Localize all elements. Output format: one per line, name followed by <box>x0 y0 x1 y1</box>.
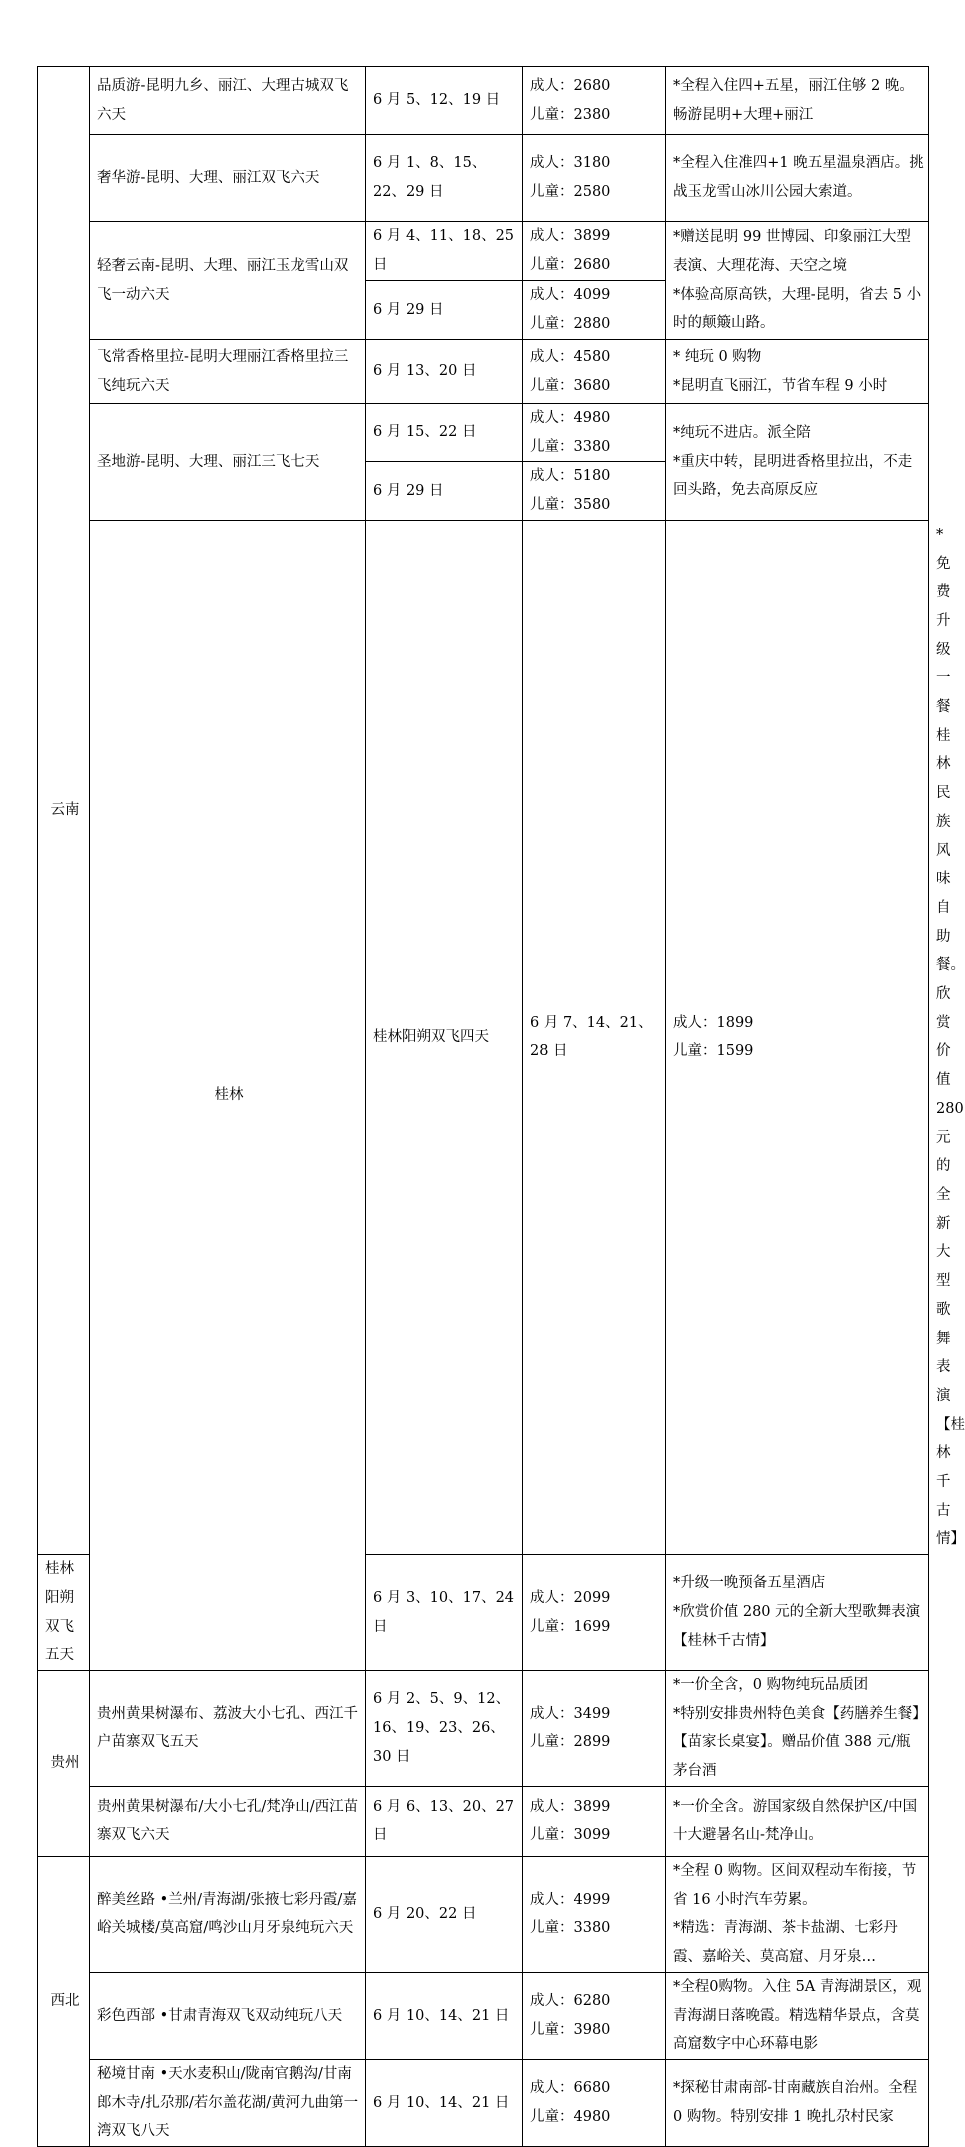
highlights-cell <box>666 1670 929 1786</box>
table-row <box>38 135 929 222</box>
highlight-text: *体验高原高铁，大理-昆明，省去 5 小时的颠簸山路。 <box>673 286 922 332</box>
adult-price: 成人：4099 <box>530 287 611 304</box>
price-cell <box>666 520 929 1554</box>
highlights-cell <box>666 135 929 222</box>
child-price: 儿童：1599 <box>673 1043 754 1060</box>
child-price: 儿童：2680 <box>530 257 611 273</box>
highlights-cell <box>666 1786 929 1856</box>
departure-dates: 6 月 2、5、9、12、16、19、23、26、30 日 <box>366 1670 523 1786</box>
highlights-cell <box>666 1972 929 2059</box>
child-price: 儿童：2580 <box>530 184 611 200</box>
price-cell <box>523 135 666 222</box>
highlights-cell <box>666 67 929 135</box>
departure-dates: 6 月 1、8、15、22、29 日 <box>366 135 523 222</box>
highlight-text: *欣赏价值 280 元的全新大型歌舞表演【桂林千古情】 <box>673 1604 921 1649</box>
child-price: 儿童：3580 <box>530 497 611 514</box>
highlight-text: *探秘甘肃南部-甘南藏族自治州。全程 0 购物。特别安排 1 晚扎尕村民家 <box>673 2080 918 2126</box>
highlight-text: *纯玩不进店。派全陪 <box>673 424 811 441</box>
table-row <box>38 1972 929 2059</box>
table-row: 桂林 桂林阳朔双飞四天 6 月 7、14、21、28 日 成人：1899 儿童：1599 *免费升级一餐桂林民族风味自助餐。欣赏价值 280 元的全新大型歌舞表演【桂林千古情】 <box>38 520 929 1554</box>
price-cell <box>523 1786 666 1856</box>
price-cell <box>523 281 666 340</box>
child-price: 儿童：3680 <box>530 377 611 394</box>
child-price: 儿童：1699 <box>530 1618 611 1635</box>
child-price: 儿童：3380 <box>530 1920 611 1937</box>
route-name: 彩色西部 •甘肃青海双飞双动纯玩八天 <box>90 1972 366 2059</box>
adult-price: 成人：3899 <box>530 228 611 245</box>
adult-price: 成人：2099 <box>530 1589 611 1606</box>
price-cell <box>523 1670 666 1786</box>
route-name: 圣地游-昆明、大理、丽江三飞七天 <box>90 404 366 521</box>
table-row <box>38 340 929 404</box>
highlight-text: * 纯玩 0 购物 <box>673 348 762 365</box>
highlights-cell <box>666 1555 929 1671</box>
departure-dates: 6 月 6、13、20、27 日 <box>366 1786 523 1856</box>
table-row <box>38 1670 929 1786</box>
highlight-text: *赠送昆明 99 世博园、印象丽江大型表演、大理花海、天空之境 <box>673 229 911 274</box>
departure-dates: 6 月 13、20 日 <box>366 340 523 404</box>
highlight-text: *一价全含，0 购物纯玩品质团 <box>673 1677 869 1694</box>
highlight-text: *全程入住准四+1 晚五星温泉酒店。挑战玉龙雪山冰川公园大索道。 <box>673 155 924 200</box>
highlight-text: *精选：青海湖、茶卡盐湖、七彩丹霞、嘉峪关、莫高窟、月牙泉… <box>673 1920 898 1966</box>
region-cell: 西北 <box>38 1856 90 2146</box>
highlights-cell <box>666 340 929 404</box>
departure-dates: 6 月 20、22 日 <box>366 1856 523 1972</box>
table-row <box>38 222 929 281</box>
highlight-text: *全程入住四+五星，丽江住够 2 晚。畅游昆明+大理+丽江 <box>673 77 914 123</box>
table-row <box>38 1786 929 1856</box>
table-row <box>38 1856 929 1972</box>
route-name: 秘境甘南 •天水麦积山/陇南官鹅沟/甘南郎木寺/扎尕那/若尔盖花湖/黄河九曲第一湾双飞八天 <box>90 2060 366 2147</box>
price-cell <box>523 222 666 281</box>
child-price: 儿童：2899 <box>530 1734 611 1751</box>
price-cell <box>523 67 666 135</box>
adult-price: 成人：5180 <box>530 468 611 485</box>
route-name: 奢华游-昆明、大理、丽江双飞六天 <box>90 135 366 222</box>
departure-dates: 6 月 4、11、18、25 日 <box>366 222 523 281</box>
price-cell <box>523 1555 666 1671</box>
highlights-cell <box>666 404 929 521</box>
price-cell <box>523 340 666 404</box>
child-price: 儿童：3980 <box>530 2021 611 2038</box>
adult-price: 成人：6280 <box>530 1993 611 2010</box>
route-name: 飞常香格里拉-昆明大理丽江香格里拉三飞纯玩六天 <box>90 340 366 404</box>
child-price: 儿童：2380 <box>530 106 611 123</box>
region-cell: 云南 <box>38 67 90 1555</box>
price-cell <box>523 1856 666 1972</box>
highlight-text: *升级一晚预备五星酒店 <box>673 1575 826 1592</box>
route-name: 轻奢云南-昆明、大理、丽江玉龙雪山双飞一动六天 <box>90 222 366 340</box>
departure-dates: 6 月 15、22 日 <box>366 404 523 462</box>
route-name: 品质游-昆明九乡、丽江、大理古城双飞六天 <box>90 67 366 135</box>
adult-price: 成人：3499 <box>530 1705 611 1722</box>
highlight-text: *全程0购物。入住 5A 青海湖景区，观青海湖日落晚霞。精选精华景点，含莫高窟数字中心环幕电影 <box>673 1978 922 2053</box>
departure-dates: 6 月 10、14、21 日 <box>366 2060 523 2147</box>
table-row <box>38 404 929 462</box>
departure-dates: 6 月 10、14、21 日 <box>366 1972 523 2059</box>
departure-dates: 6 月 3、10、17、24 日 <box>366 1555 523 1671</box>
highlight-text: *全程 0 购物。区间双程动车衔接，节省 16 小时汽车劳累。 <box>673 1863 917 1908</box>
region-cell: 贵州 <box>38 1670 90 1856</box>
adult-price: 成人：3180 <box>530 155 611 172</box>
child-price: 儿童：3380 <box>530 438 611 455</box>
departure-dates: 6 月 29 日 <box>366 462 523 520</box>
tour-table <box>37 66 965 2147</box>
departure-dates: 6 月 7、14、21、28 日 <box>523 520 666 1554</box>
price-cell <box>523 462 666 520</box>
adult-price: 成人：3899 <box>530 1798 611 1815</box>
highlight-text: *重庆中转，昆明进香格里拉出，不走回头路，免去高原反应 <box>673 453 913 499</box>
adult-price: 成人：4580 <box>530 348 611 365</box>
price-cell <box>523 2060 666 2147</box>
region-cell: 桂林 <box>90 520 366 1670</box>
table-row <box>38 67 929 135</box>
adult-price: 成人：1899 <box>673 1014 754 1031</box>
price-cell <box>523 1972 666 2059</box>
highlights-cell <box>666 2060 929 2147</box>
adult-price: 成人：4999 <box>530 1891 611 1908</box>
child-price: 儿童：4980 <box>530 2109 611 2126</box>
adult-price: 成人：6680 <box>530 2080 611 2097</box>
table-row <box>38 2060 929 2147</box>
route-name: 贵州黄果树瀑布、荔波大小七孔、西江千户苗寨双飞五天 <box>90 1670 366 1786</box>
route-name: 桂林阳朔双飞五天 <box>38 1555 90 1671</box>
child-price: 儿童：3099 <box>530 1827 611 1844</box>
highlight-text: *一价全含。游国家级自然保护区/中国十大避暑名山-梵净山。 <box>673 1798 918 1844</box>
highlight-text: *特别安排贵州特色美食【药膳养生餐】【苗家长桌宴】。赠品价值 388 元/瓶茅台酒 <box>673 1705 920 1780</box>
departure-dates: 6 月 29 日 <box>366 281 523 340</box>
departure-dates: 6 月 5、12、19 日 <box>366 67 523 135</box>
adult-price: 成人：4980 <box>530 410 611 426</box>
route-name: 桂林阳朔双飞四天 <box>366 520 523 1554</box>
highlights-cell <box>666 222 929 340</box>
adult-price: 成人：2680 <box>530 77 611 94</box>
route-name: 醉美丝路 •兰州/青海湖/张掖七彩丹霞/嘉峪关城楼/莫高窟/鸣沙山月牙泉纯玩六天 <box>90 1856 366 1972</box>
price-cell <box>523 404 666 462</box>
child-price: 儿童：2880 <box>530 316 611 332</box>
route-name: 贵州黄果树瀑布/大小七孔/梵净山/西江苗寨双飞六天 <box>90 1786 366 1856</box>
highlight-text: *昆明直飞丽江，节省车程 9 小时 <box>673 377 888 394</box>
highlights-cell <box>666 1856 929 1972</box>
